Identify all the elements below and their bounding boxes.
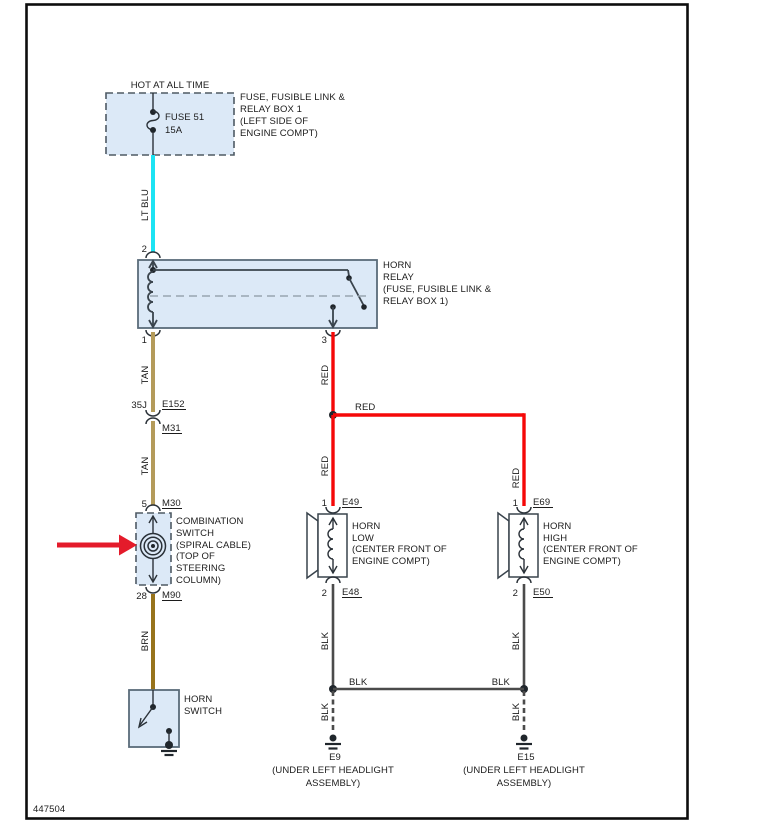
fuse-box-label-line2: RELAY BOX 1 <box>240 104 303 115</box>
blk-wire-right-label: BLK <box>511 631 522 651</box>
relay-pin-2: 2 <box>141 244 147 255</box>
horn-high-flare-icon <box>498 513 509 578</box>
ground-left-location-line1: (UNDER LEFT HEADLIGHT <box>272 765 394 776</box>
comb-switch-label-line5: STEERING <box>176 563 226 574</box>
fuse-box-label-line3: (LEFT SIDE OF <box>240 116 309 127</box>
comb-switch-pin-28: 28 <box>136 591 147 602</box>
horn-low-label-line3: (CENTER FRONT OF <box>352 544 447 555</box>
hot-at-all-time-label: HOT AT ALL TIME <box>130 80 210 91</box>
horn-high-label-line1: HORN <box>543 521 572 532</box>
connector-e50: E50 <box>533 587 551 598</box>
spiral-cable-icon-center <box>151 544 155 548</box>
brn-wire-label: BRN <box>140 630 151 652</box>
comb-switch-label-line2: SWITCH <box>176 528 215 539</box>
comb-switch-pin-5: 5 <box>141 499 147 510</box>
connector-e48: E48 <box>342 587 360 598</box>
fuse-terminal-bottom <box>150 127 156 133</box>
horn-low-pin-1: 1 <box>321 498 327 509</box>
ground-left-code: E9 <box>329 752 341 763</box>
horn-low-pin-2: 2 <box>321 588 327 599</box>
connector-e152: E152 <box>162 399 185 410</box>
horn-switch-label-line1: HORN <box>184 694 213 705</box>
fuse-box-outline <box>106 93 234 155</box>
comb-switch-label-line1: COMBINATION <box>176 516 244 527</box>
horn-high-pin-2: 2 <box>512 588 518 599</box>
horn-low-label-line1: HORN <box>352 521 381 532</box>
relay-label-line2: RELAY <box>383 272 414 283</box>
connector-e49: E49 <box>342 497 360 508</box>
connector-m90: M90 <box>162 590 181 601</box>
relay-pin-1: 1 <box>141 335 147 346</box>
relay-label-line3: (FUSE, FUSIBLE LINK & <box>383 284 492 295</box>
fuse-name: FUSE 51 <box>165 112 205 123</box>
splice-label: 35J <box>131 400 147 411</box>
horn-high-label-line2: HIGH <box>543 533 568 544</box>
connector-m31: M31 <box>162 423 181 434</box>
connector-e69: E69 <box>533 497 551 508</box>
ground-right-dot <box>521 735 528 742</box>
fuse-box-label-line1: FUSE, FUSIBLE LINK & <box>240 92 345 103</box>
relay-pin-3: 3 <box>321 335 327 346</box>
horn-high-label-line3: (CENTER FRONT OF <box>543 544 638 555</box>
horn-low-label-line2: LOW <box>352 533 374 544</box>
connector-m30: M30 <box>162 498 181 509</box>
ground-left-dot <box>330 735 337 742</box>
red-wire-label-1: RED <box>320 364 331 386</box>
horn-switch-outline <box>129 690 179 747</box>
relay-bus-drop <box>348 270 349 276</box>
horn-switch-ground-dot <box>165 741 173 749</box>
blk-horizontal-label-left: BLK <box>349 677 368 688</box>
comb-switch-label-line6: COLUMN) <box>176 575 222 586</box>
lt-blu-wire-label: LT BLU <box>140 189 151 221</box>
comb-switch-label-line3: (SPIRAL CABLE) <box>176 540 251 551</box>
blk-ground-lead-right-label: BLK <box>511 702 522 722</box>
ground-right-location-line2: ASSEMBLY) <box>496 778 552 789</box>
red-wire-label-3: RED <box>511 467 522 489</box>
ground-right-code: E15 <box>517 752 535 763</box>
blk-ground-lead-left-label: BLK <box>320 702 331 722</box>
fuse-box-label-line4: ENGINE COMPT) <box>240 128 318 139</box>
ground-right-location-line1: (UNDER LEFT HEADLIGHT <box>463 765 585 776</box>
horn-low-label-line4: ENGINE COMPT) <box>352 556 430 567</box>
horn-switch-label-line2: SWITCH <box>184 706 223 717</box>
red-wire-label-horizontal: RED <box>355 402 376 413</box>
ground-left-location-line2: ASSEMBLY) <box>305 778 361 789</box>
relay-label-line4: RELAY BOX 1) <box>383 296 449 307</box>
horn-high-pin-1: 1 <box>512 498 518 509</box>
blk-horizontal-label-right: BLK <box>491 677 510 688</box>
relay-arm-end-dot <box>361 304 367 310</box>
horn-low-flare-icon <box>307 513 318 578</box>
red-wire-label-2: RED <box>320 455 331 477</box>
fuse-rating: 15A <box>165 125 183 136</box>
relay-label-line1: HORN <box>383 260 412 271</box>
horn-high-label-line4: ENGINE COMPT) <box>543 556 621 567</box>
red-pointer-arrow-shaft <box>57 543 120 548</box>
tan-wire-lower-label: TAN <box>140 456 151 476</box>
comb-switch-label-line4: (TOP OF <box>176 551 215 562</box>
figure-number: 447504 <box>33 804 66 815</box>
tan-wire-upper-label: TAN <box>140 365 151 385</box>
blk-wire-left-label: BLK <box>320 631 331 651</box>
